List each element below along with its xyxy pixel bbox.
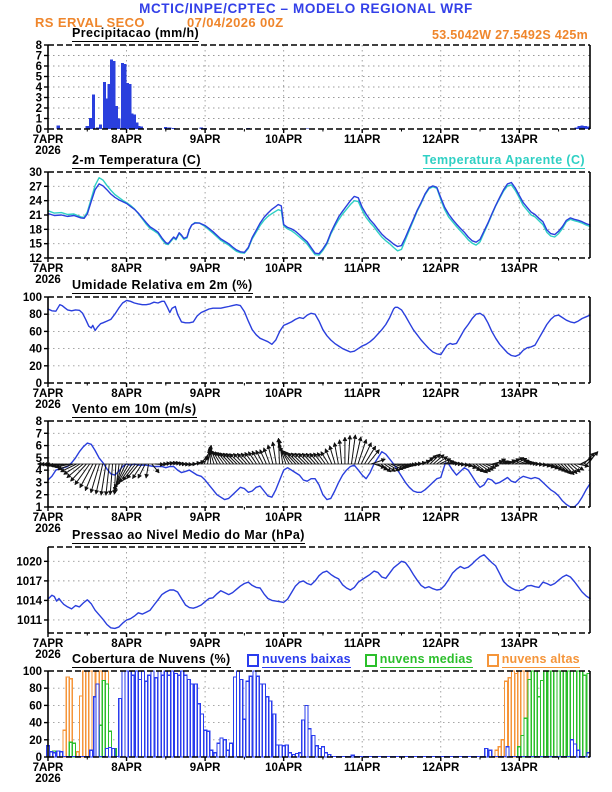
- svg-text:12APR: 12APR: [422, 388, 460, 400]
- umid-axes: [23, 292, 559, 411]
- svg-text:8APR: 8APR: [111, 263, 142, 275]
- press-chart: [16, 547, 590, 661]
- svg-text:0: 0: [35, 124, 42, 136]
- svg-text:11APR: 11APR: [343, 762, 381, 774]
- svg-text:13APR: 13APR: [500, 762, 538, 774]
- svg-text:8APR: 8APR: [111, 134, 142, 146]
- svg-text:2026: 2026: [35, 523, 61, 535]
- svg-text:10APR: 10APR: [265, 134, 303, 146]
- svg-text:9APR: 9APR: [189, 388, 221, 400]
- station-name: RS ERVAL SECO: [35, 15, 145, 30]
- temperatura-2m: [48, 183, 590, 254]
- pressao-nivel-mar: [48, 555, 590, 629]
- precip-title: Precipitacao (mm/h): [72, 26, 200, 40]
- svg-text:12: 12: [29, 253, 42, 265]
- svg-text:1014: 1014: [16, 595, 42, 608]
- svg-text:40: 40: [29, 343, 42, 356]
- svg-text:13APR: 13APR: [500, 512, 538, 524]
- temp-aparente-legend: Temperatura Aparente (C): [422, 153, 585, 167]
- svg-text:1017: 1017: [16, 575, 42, 588]
- svg-text:12APR: 12APR: [422, 512, 460, 524]
- svg-text:9APR: 9APR: [189, 762, 221, 774]
- svg-text:7APR: 7APR: [32, 512, 64, 524]
- svg-text:11APR: 11APR: [343, 512, 381, 524]
- svg-text:100: 100: [22, 666, 42, 678]
- svg-text:12APR: 12APR: [422, 134, 460, 146]
- svg-text:10APR: 10APR: [265, 263, 303, 275]
- svg-text:7APR: 7APR: [32, 762, 64, 774]
- svg-text:27: 27: [29, 181, 42, 194]
- svg-text:4: 4: [35, 465, 42, 478]
- svg-text:9APR: 9APR: [189, 134, 221, 146]
- svg-text:11APR: 11APR: [343, 388, 381, 400]
- svg-text:10APR: 10APR: [265, 762, 303, 774]
- svg-text:11APR: 11APR: [343, 134, 381, 146]
- press-title: Pressao ao Nivel Medio do Mar (hPa): [72, 528, 305, 542]
- svg-text:7APR: 7APR: [32, 638, 64, 650]
- svg-text:1: 1: [35, 113, 42, 126]
- umid-title: Umidade Relativa em 2m (%): [72, 278, 253, 292]
- temp-axes: [29, 167, 558, 286]
- svg-text:4: 4: [35, 82, 42, 94]
- legend-nuvens-medias: nuvens medias: [365, 652, 473, 668]
- umid-grid: [48, 297, 590, 383]
- svg-text:7: 7: [35, 428, 42, 441]
- svg-text:8APR: 8APR: [111, 638, 142, 650]
- svg-text:10APR: 10APR: [265, 638, 303, 650]
- svg-text:13APR: 13APR: [500, 388, 538, 400]
- svg-text:13APR: 13APR: [500, 134, 538, 146]
- temp-chart: [29, 167, 590, 286]
- svg-text:5: 5: [35, 452, 42, 465]
- svg-text:3: 3: [35, 477, 42, 490]
- svg-text:1020: 1020: [16, 556, 42, 569]
- nuvens-series: [47, 671, 591, 757]
- svg-text:30: 30: [29, 167, 42, 179]
- press-grid: [48, 547, 590, 633]
- svg-text:2026: 2026: [35, 773, 61, 785]
- direcao-vento-setas: [37, 435, 598, 496]
- legend-nuvens-altas: nuvens altas: [487, 652, 580, 668]
- svg-text:20: 20: [29, 734, 42, 747]
- svg-text:8APR: 8APR: [111, 512, 142, 524]
- svg-text:6: 6: [35, 440, 42, 453]
- page-title: MCTIC/INPE/CPTEC – MODELO REGIONAL WRF: [139, 1, 473, 16]
- svg-text:24: 24: [29, 195, 42, 208]
- legend-nuvens-baixas: nuvens baixas: [247, 652, 351, 668]
- svg-text:12APR: 12APR: [422, 638, 460, 650]
- press-series: [48, 555, 590, 629]
- svg-text:2026: 2026: [35, 649, 61, 661]
- svg-text:11APR: 11APR: [343, 638, 381, 650]
- svg-text:7APR: 7APR: [32, 134, 64, 146]
- umid-frame: [48, 297, 590, 383]
- svg-text:12APR: 12APR: [422, 263, 460, 275]
- svg-text:60: 60: [29, 700, 42, 713]
- nuvens-chart: [23, 666, 590, 785]
- svg-text:100: 100: [22, 292, 42, 304]
- temp-title: 2-m Temperatura (C): [72, 153, 201, 167]
- svg-text:15: 15: [29, 238, 42, 251]
- svg-text:60: 60: [29, 326, 42, 339]
- svg-text:2026: 2026: [35, 145, 61, 157]
- svg-text:2026: 2026: [35, 399, 61, 411]
- umid-series: [48, 300, 590, 356]
- svg-text:13APR: 13APR: [500, 263, 538, 275]
- svg-text:21: 21: [29, 210, 42, 222]
- svg-text:1: 1: [35, 502, 42, 514]
- svg-text:10APR: 10APR: [265, 512, 303, 524]
- svg-text:8: 8: [35, 40, 42, 52]
- run-datetime: 07/04/2026 00Z: [186, 15, 284, 30]
- svg-text:2: 2: [35, 103, 42, 115]
- nuvens-title: Cobertura de Nuvens (%): [72, 652, 231, 666]
- svg-text:9APR: 9APR: [189, 263, 221, 275]
- svg-text:8APR: 8APR: [111, 762, 142, 774]
- svg-text:11APR: 11APR: [343, 263, 381, 275]
- svg-text:7: 7: [35, 50, 42, 63]
- svg-text:0: 0: [35, 378, 42, 390]
- svg-text:3: 3: [35, 92, 42, 105]
- svg-text:6: 6: [35, 61, 42, 73]
- svg-text:7APR: 7APR: [32, 263, 64, 275]
- svg-text:0: 0: [35, 752, 42, 764]
- vento-title: Vento em 10m (m/s): [72, 402, 197, 416]
- svg-text:8: 8: [35, 416, 42, 428]
- svg-text:2026: 2026: [35, 274, 61, 286]
- svg-text:80: 80: [29, 309, 42, 322]
- svg-text:9APR: 9APR: [189, 512, 221, 524]
- svg-text:12APR: 12APR: [422, 762, 460, 774]
- svg-text:80: 80: [29, 683, 42, 696]
- station-coordinates: 53.5042W 27.5492S 425m: [431, 28, 588, 42]
- svg-text:8APR: 8APR: [111, 388, 142, 400]
- svg-text:1011: 1011: [17, 614, 42, 627]
- precip-chart: [33, 40, 590, 157]
- vento-chart: [33, 416, 598, 535]
- press-axes: [16, 556, 558, 661]
- svg-text:5: 5: [35, 71, 42, 84]
- svg-text:20: 20: [29, 360, 42, 373]
- svg-text:40: 40: [29, 717, 42, 730]
- umidade-relativa: [48, 300, 590, 356]
- svg-text:9APR: 9APR: [189, 638, 221, 650]
- umid-chart: [23, 292, 590, 411]
- svg-text:10APR: 10APR: [265, 388, 303, 400]
- svg-text:13APR: 13APR: [500, 638, 538, 650]
- svg-text:7APR: 7APR: [32, 388, 64, 400]
- svg-text:18: 18: [29, 224, 42, 237]
- svg-text:2: 2: [35, 489, 42, 502]
